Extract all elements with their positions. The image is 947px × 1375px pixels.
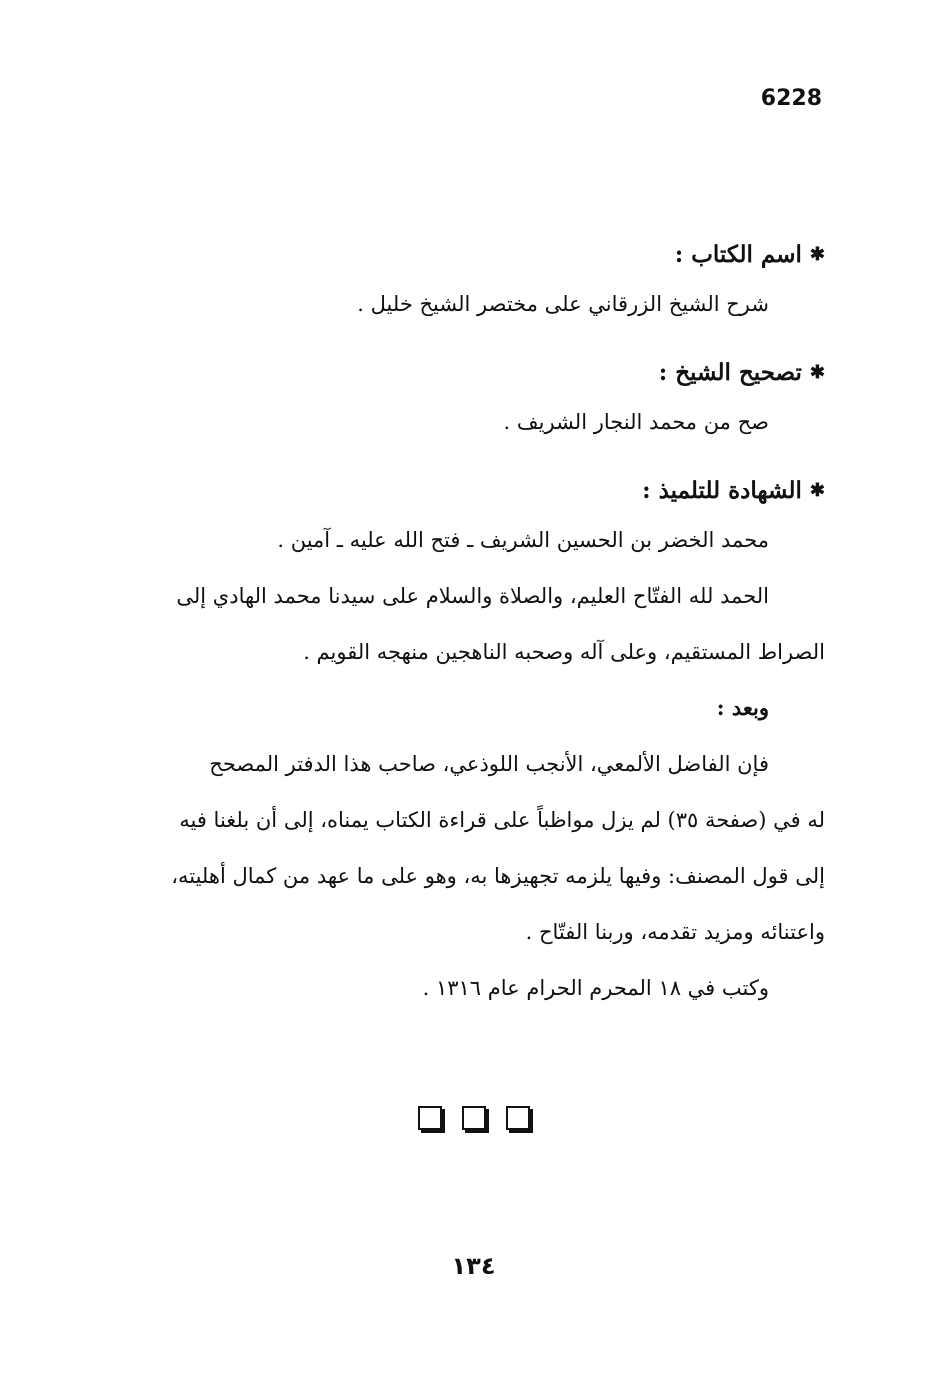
book-name-label: اسم الكتاب : — [674, 240, 802, 268]
asterisk-icon: ✱ — [809, 479, 825, 501]
correction-label: تصحيح الشيخ : — [658, 358, 802, 386]
paragraph-line: إلى قول المصنف: وفيها يلزمه تجهيزها به، وهو على ما عهد من كمال أهليته، — [171, 864, 825, 888]
certificate-text: محمد الخضر بن الحسين الشريف ـ فتح الله عليه ـ آمين . — [277, 528, 769, 552]
document-number: 6228 — [760, 86, 822, 111]
page-content — [110, 232, 825, 1016]
correction-text: صح من محمد النجار الشريف . — [503, 410, 769, 434]
paragraph-line: فإن الفاضل الألمعي، الأنجب اللوذعي، صاحب هذا الدفتر المصحح — [209, 752, 769, 776]
square-ornament-icon — [506, 1106, 530, 1130]
wa-baad-label: وبعد : — [716, 695, 769, 720]
book-name-heading — [110, 232, 825, 276]
paragraph-line: واعتنائه ومزيد تقدمه، وربنا الفتّاح . — [525, 920, 825, 944]
correction-heading — [110, 350, 825, 394]
square-ornament-icon — [418, 1106, 442, 1130]
page-number: ١٣٤ — [451, 1252, 496, 1280]
paragraph-line: له في (صفحة ٣٥) لم يزل مواظباً على قراءة الكتاب يمناه، إلى أن بلغنا فيه — [179, 808, 825, 832]
book-name-text: شرح الشيخ الزرقاني على مختصر الشيخ خليل . — [357, 292, 769, 316]
section-divider — [0, 1106, 947, 1135]
closing-line: وكتب في ١٨ المحرم الحرام عام ١٣١٦ . — [422, 976, 769, 1000]
certificate-heading — [110, 468, 825, 512]
paragraph-line: الحمد لله الفتّاح العليم، والصلاة والسلام على سيدنا محمد الهادي إلى — [176, 584, 769, 608]
certificate-label: الشهادة للتلميذ : — [642, 476, 802, 504]
asterisk-icon: ✱ — [809, 243, 825, 265]
square-ornament-icon — [462, 1106, 486, 1130]
asterisk-icon: ✱ — [809, 361, 825, 383]
paragraph-line: الصراط المستقيم، وعلى آله وصحبه الناهجين منهجه القويم . — [303, 640, 825, 664]
